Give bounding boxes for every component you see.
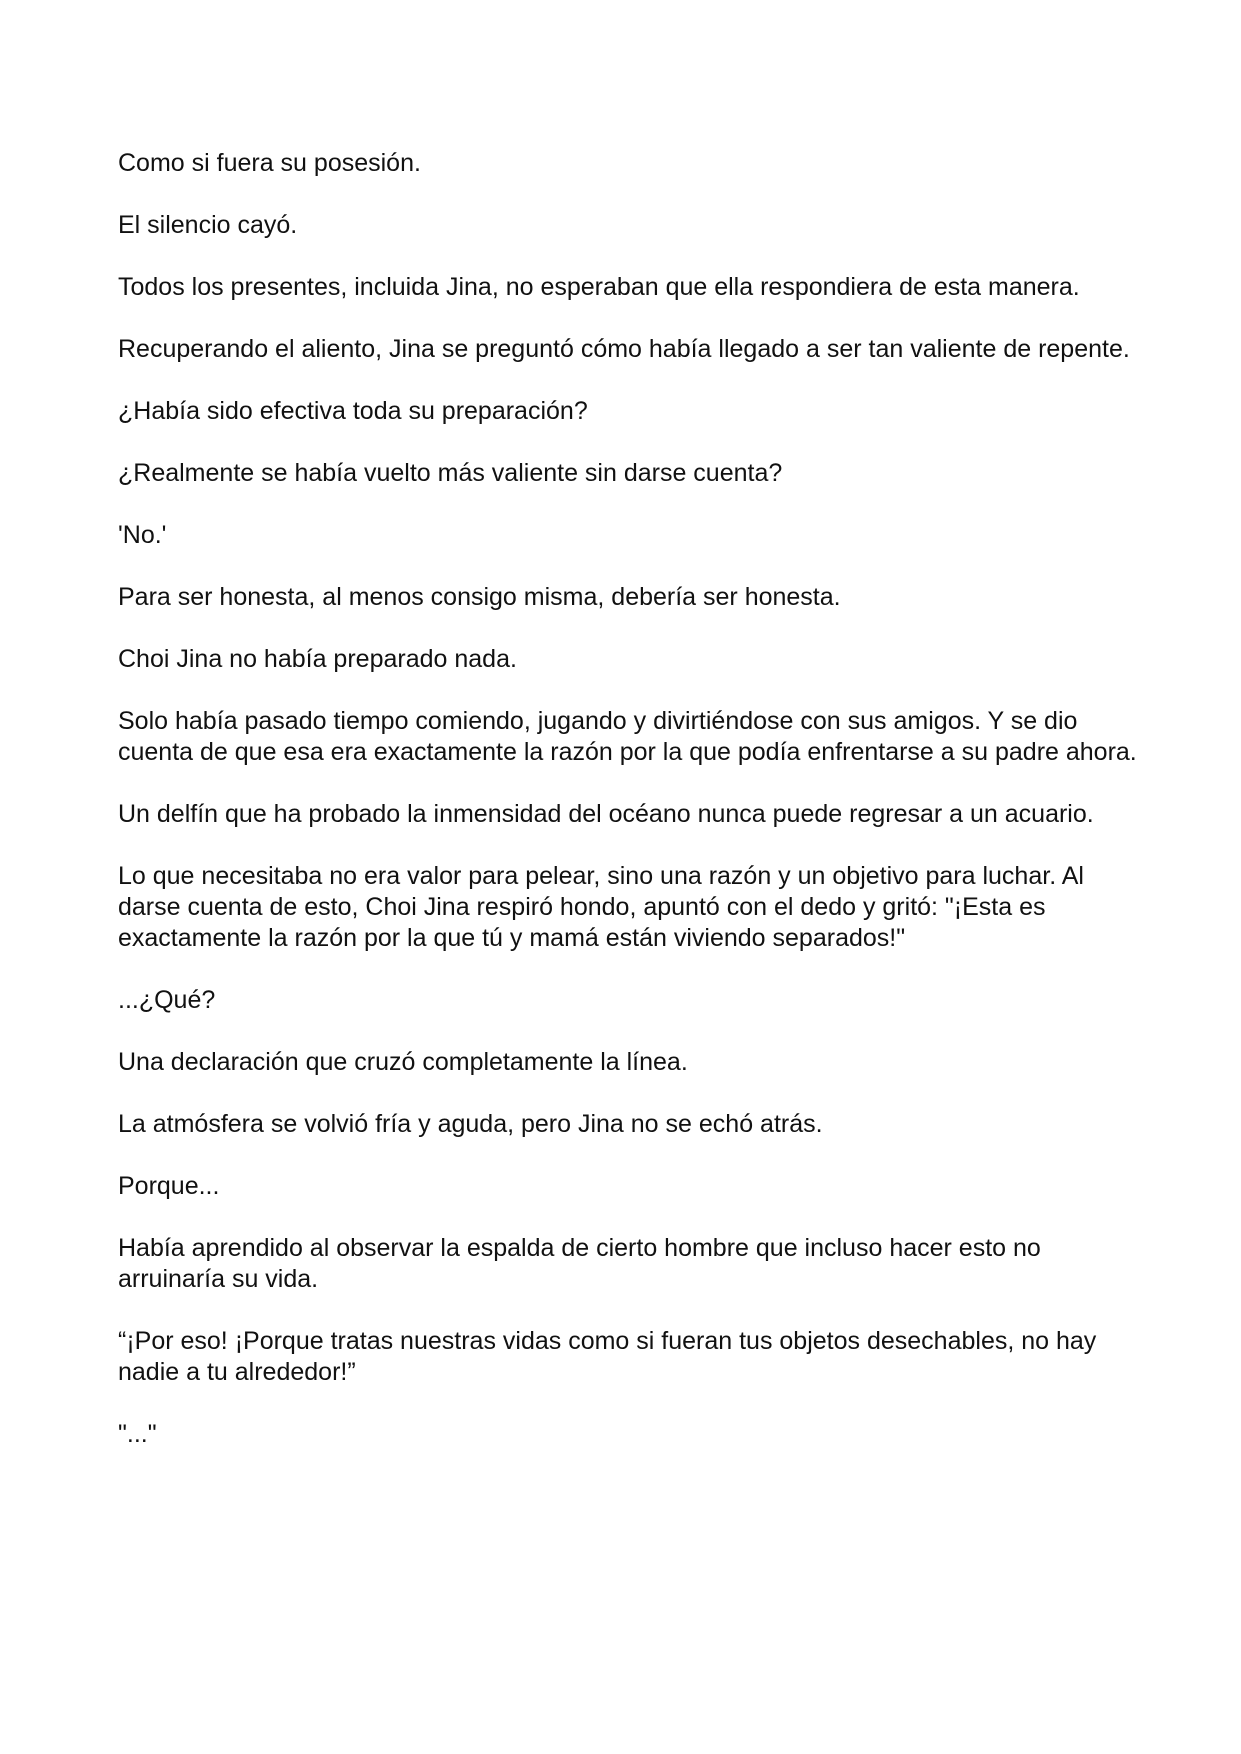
paragraph: Porque... bbox=[118, 1172, 220, 1200]
paragraph: ¿Realmente se había vuelto más valiente sin darse cuenta? bbox=[118, 459, 783, 487]
paragraph: El silencio cayó. bbox=[118, 211, 298, 239]
paragraph: ¿Había sido efectiva toda su preparación? bbox=[118, 397, 588, 425]
paragraph: La atmósfera se volvió fría y aguda, pero Jina no se echó atrás. bbox=[118, 1110, 823, 1138]
paragraph: "..." bbox=[118, 1420, 157, 1448]
paragraph: Recuperando el aliento, Jina se preguntó cómo había llegado a ser tan valiente de repente. bbox=[118, 335, 1130, 363]
paragraph: Un delfín que ha probado la inmensidad del océano nunca puede regresar a un acuario. bbox=[118, 800, 1094, 828]
paragraph: Había aprendido al observar la espalda de cierto hombre que incluso hacer esto no arruinaría su vida. bbox=[118, 1234, 1041, 1293]
paragraph: ...¿Qué? bbox=[118, 986, 216, 1014]
paragraph: Lo que necesitaba no era valor para pelear, sino una razón y un objetivo para luchar. Al darse cuenta de esto, Choi Jina respiró hondo, apuntó con el dedo y gritó: "¡Esta es exactamente la razón por la que tú y mamá están viviendo separados!" bbox=[118, 862, 1084, 952]
paragraph: Todos los presentes, incluida Jina, no esperaban que ella respondiera de esta manera. bbox=[118, 273, 1080, 301]
paragraph: Solo había pasado tiempo comiendo, jugando y divirtiéndose con sus amigos. Y se dio cuenta de que esa era exactamente la razón por la que podía enfrentarse a su padre ahora. bbox=[118, 707, 1137, 766]
paragraph: 'No.' bbox=[118, 521, 167, 549]
paragraph: “¡Por eso! ¡Porque tratas nuestras vidas como si fueran tus objetos desechables, no hay nadie a tu alrededor!” bbox=[118, 1327, 1097, 1386]
paragraph: Choi Jina no había preparado nada. bbox=[118, 645, 517, 673]
paragraph: Una declaración que cruzó completamente la línea. bbox=[118, 1048, 688, 1076]
paragraph: Para ser honesta, al menos consigo misma, debería ser honesta. bbox=[118, 583, 841, 611]
paragraph: Como si fuera su posesión. bbox=[118, 149, 421, 177]
body-text bbox=[118, 148, 1138, 1481]
